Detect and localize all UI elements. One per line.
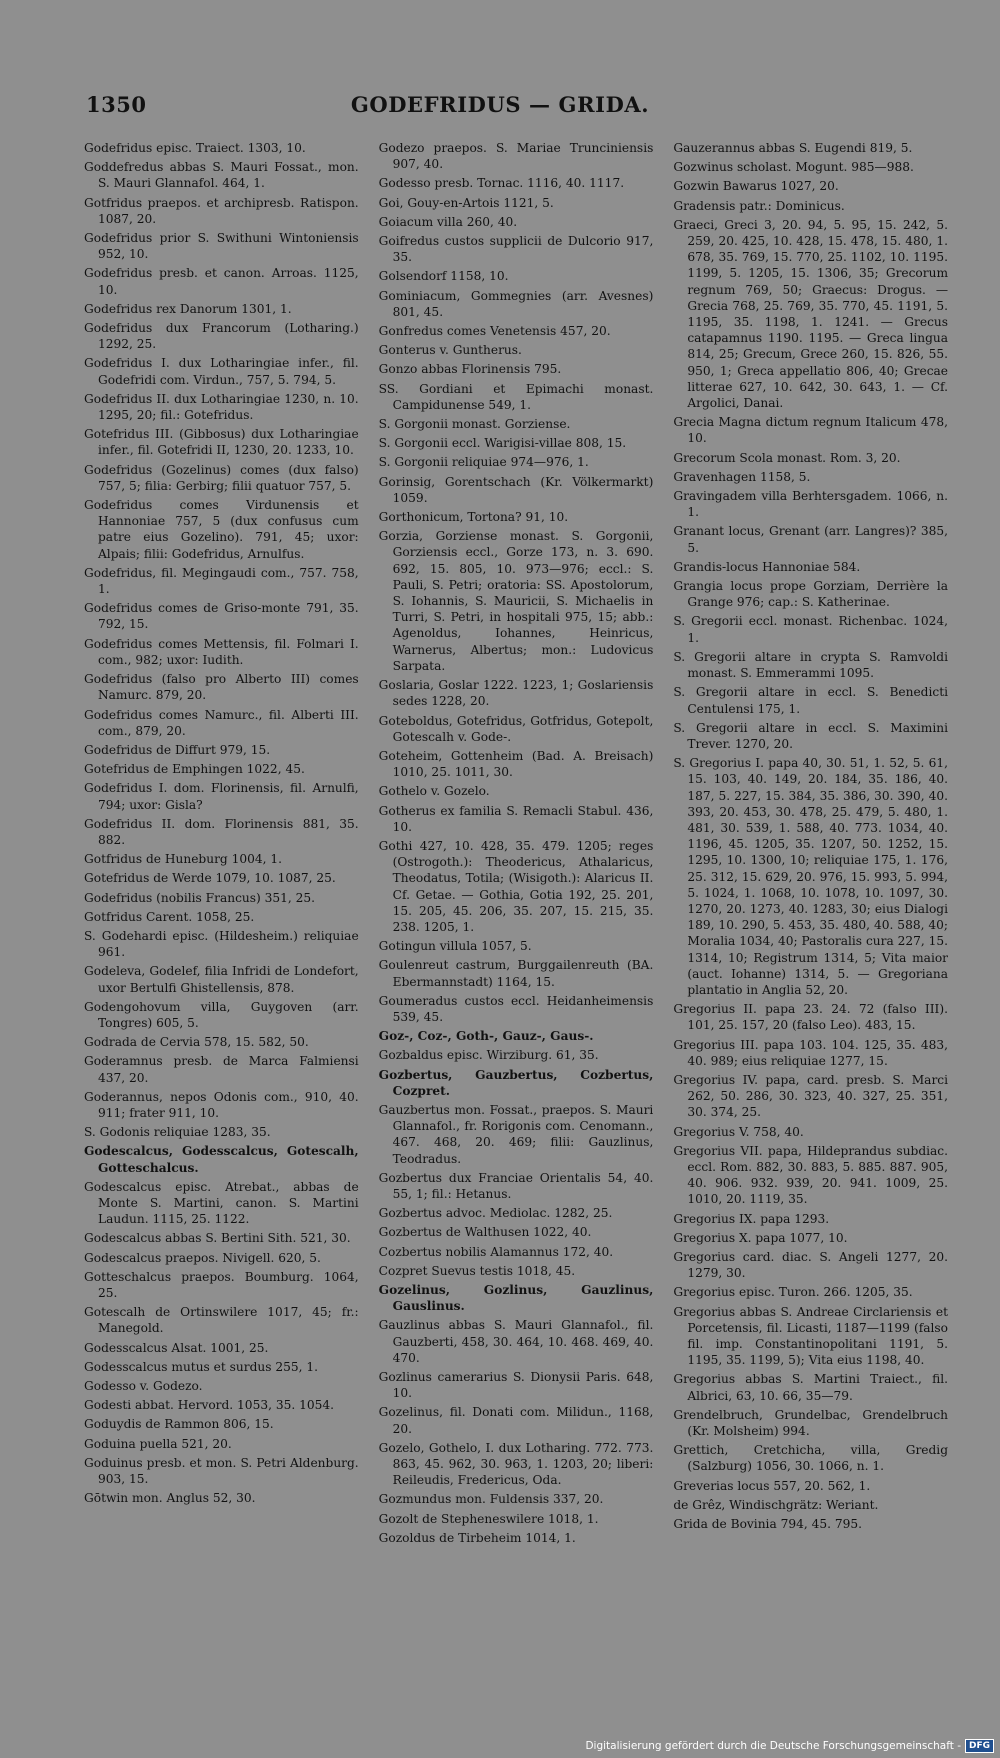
- index-entry: Godefridus (falso pro Alberto III) comes Namurc. 879, 20.: [84, 672, 359, 703]
- index-entry: Gozwin Bawarus 1027, 20.: [673, 179, 839, 194]
- index-entry: Gotherus ex familia S. Remacli Stabul. 436, 10.: [378, 803, 654, 834]
- index-entry: Goddefredus abbas S. Mauri Fossat., mon. S. Mauri Glannafol. 464, 1.: [84, 160, 359, 191]
- index-entry: Goslaria, Goslar 1222. 1223, 1; Goslariensis sedes 1228, 20.: [378, 678, 654, 709]
- index-entry: Gōtwin mon. Anglus 52, 30.: [84, 1491, 256, 1506]
- index-entry: Gozelinus, fil. Donati com. Milidun., 1168, 20.: [378, 1405, 654, 1436]
- index-entry: Gothelo v. Gozelo.: [378, 784, 490, 799]
- index-entry: Grecia Magna dictum regnum Italicum 478, 10.: [673, 415, 949, 446]
- index-entry: Gauzbertus mon. Fossat., praepos. S. Mauri Glannafol., fr. Rorigonis com. Cenomann., 467. 468, 20. 469; filii: Gauzlinus, Teodradus.: [378, 1102, 654, 1166]
- index-entry: Godefridus II. dux Lotharingiae 1230, n. 10. 1295, 20; fil.: Gotefridus.: [84, 391, 359, 423]
- index-entry: Gozolt de Stepheneswilere 1018, 1.: [378, 1511, 599, 1526]
- index-entry: Goduina puella 521, 20.: [84, 1436, 232, 1451]
- index-entry: Goulenreut castrum, Burggailenreuth (BA. Ebermannstadt) 1164, 15.: [378, 958, 654, 989]
- page-number: 1350: [86, 92, 147, 117]
- index-entry: Godefridus comes Namurc., fil. Alberti III. com., 879, 20.: [84, 707, 359, 738]
- index-entry: Gotfridus Carent. 1058, 25.: [84, 909, 255, 924]
- index-entry: Gotfridus praepos. et archipresb. Ratispon. 1087, 20.: [84, 195, 359, 226]
- index-entry: Gauzerannus abbas S. Eugendi 819, 5.: [673, 141, 913, 155]
- index-entry: S. Gregorii altare in eccl. S. Maximini Trever. 1270, 20.: [673, 720, 949, 751]
- index-entry: Gregorius X. papa 1077, 10.: [673, 1230, 848, 1245]
- index-entry: Grettich, Cretchicha, villa, Gredig (Salzburg) 1056, 30. 1066, n. 1.: [673, 1443, 949, 1474]
- index-column-1: [84, 140, 359, 1720]
- index-entry: Gonzo abbas Florinensis 795.: [378, 362, 562, 377]
- index-entry: Gregorius IX. papa 1293.: [673, 1211, 830, 1226]
- index-entry: Gregorius III. papa 103. 104. 125, 35. 483, 40. 989; eius reliquiae 1277, 15.: [673, 1037, 949, 1068]
- index-entry: Godesso v. Godezo.: [84, 1379, 203, 1394]
- index-entry: Goumeradus custos eccl. Heidanheimensis 539, 45.: [378, 993, 654, 1024]
- index-entry: Godesscalcus Alsat. 1001, 25.: [84, 1340, 269, 1355]
- index-entry: Goderannus, nepos Odonis com., 910, 40. 911; frater 911, 10.: [84, 1089, 359, 1120]
- index-entry: Gonterus v. Guntherus.: [378, 343, 522, 358]
- index-entry: Godescalcus praepos. Nivigell. 620, 5.: [84, 1250, 321, 1265]
- index-entry: Gregorius abbas S. Martini Traiect., fil. Albrici, 63, 10. 66, 35—79.: [673, 1372, 949, 1403]
- digitization-footer: [585, 1738, 994, 1754]
- index-entry: Goduinus presb. et mon. S. Petri Aldenburg. 903, 15.: [84, 1455, 359, 1487]
- index-entry: Grandis-locus Hannoniae 584.: [673, 559, 861, 574]
- index-entry: Gozbertus advoc. Mediolac. 1282, 25.: [378, 1206, 613, 1221]
- index-entry: Godesso presb. Tornac. 1116, 40. 1117.: [378, 176, 625, 191]
- index-entry: Grendelbruch, Grundelbac, Grendelbruch (Kr. Molsheim) 994.: [673, 1407, 949, 1439]
- index-entry: Gregorius episc. Turon. 266. 1205, 35.: [673, 1285, 913, 1300]
- index-entry: Gozmundus mon. Fuldensis 337, 20.: [378, 1492, 604, 1507]
- index-entry: Godescalcus abbas S. Bertini Sith. 521, 30.: [84, 1231, 351, 1246]
- index-columns: [84, 140, 948, 1720]
- index-entry: Gominiacum, Gommegnies (arr. Avesnes) 801, 45.: [378, 288, 654, 319]
- index-entry: Godefridus comes Virdunensis et Hannoniae 757, 5 (dux confusus cum patre eius Gozelino). 791, 45; uxor: Alpais; filii: Godefridus, Arnulfus.: [84, 498, 359, 561]
- index-entry: Gravingadem villa Berhtersgadem. 1066, n. 1.: [673, 489, 949, 520]
- index-entry: S. Gregorii altare in crypta S. Ramvoldi monast. S. Emmerammi 1095.: [673, 649, 949, 681]
- index-entry: Godefridus I. dux Lotharingiae infer., fil. Godefridi com. Virdun., 757, 5. 794, 5.: [84, 356, 359, 387]
- index-entry: Gregorius II. papa 23. 24. 72 (falso III). 101, 25. 157, 20 (falso Leo). 483, 15.: [673, 1002, 949, 1033]
- index-entry: Goteheim, Gottenheim (Bad. A. Breisach) 1010, 25. 1011, 30.: [378, 748, 654, 780]
- index-entry: Gregorius abbas S. Andreae Circlariensis et Porcetensis, fil. Licasti, 1187—1199 (falso fil. imp. Constantinopolitani 1191, 5. 1195, 35. 1199, 5); Vita eius 1198, 40.: [673, 1304, 949, 1368]
- index-entry: Godefridus (nobilis Francus) 351, 25.: [84, 890, 316, 905]
- index-entry: S. Gorgonii monast. Gorziense.: [378, 417, 571, 432]
- index-entry: S. Gorgonii reliquiae 974—976, 1.: [378, 455, 589, 470]
- index-entry: Grangia locus prope Gorziam, Derrière la Grange 976; cap.: S. Katherinae.: [673, 579, 949, 610]
- index-column-3: [673, 140, 948, 1720]
- index-entry: Goi, Gouy-en-Artois 1121, 5.: [378, 195, 554, 210]
- index-entry: Godefridus de Diffurt 979, 15.: [84, 742, 271, 757]
- index-entry: Gregorius IV. papa, card. presb. S. Marci 262, 50. 286, 30. 323, 40. 327, 25. 351, 30. 374, 25.: [673, 1072, 949, 1120]
- index-entry: Gozoldus de Tirbeheim 1014, 1.: [378, 1530, 576, 1545]
- index-entry: Gregorius V. 758, 40.: [673, 1124, 804, 1139]
- index-entry: Gozlinus camerarius S. Dionysii Paris. 648, 10.: [378, 1370, 654, 1401]
- index-entry: Goiacum villa 260, 40.: [378, 214, 518, 229]
- index-entry: Godrada de Cervia 578, 15. 582, 50.: [84, 1035, 309, 1050]
- index-entry: Goteboldus, Gotefridus, Gotfridus, Gotepolt, Gotescalh v. Gode-.: [378, 713, 654, 744]
- index-entry: Godefridus presb. et canon. Arroas. 1125, 10.: [84, 266, 359, 297]
- index-entry: Godefridus episc. Traiect. 1303, 10.: [84, 141, 306, 155]
- index-entry: Goduydis de Rammon 806, 15.: [84, 1417, 274, 1432]
- index-column-2: [379, 140, 654, 1720]
- index-entry: Gotteschalcus praepos. Boumburg. 1064, 25.: [84, 1269, 359, 1300]
- index-entry: Godeleva, Godelef, filia Infridi de Londefort, uxor Bertulfi Ghistellensis, 878.: [84, 964, 359, 995]
- index-entry: Godefridus, fil. Megingaudi com., 757. 758, 1.: [84, 565, 359, 597]
- index-entry: Godefridus (Gozelinus) comes (dux falso) 757, 5; filia: Gerbirg; filii quatuor 757, 5.: [84, 462, 359, 493]
- index-entry: Godefridus rex Danorum 1301, 1.: [84, 301, 292, 316]
- index-entry: de Grêz, Windischgrätz: Weriant.: [673, 1497, 879, 1512]
- index-entry: S. Gregorii eccl. monast. Richenbac. 1024, 1.: [673, 614, 949, 645]
- index-entry: Godescalcus episc. Atrebat., abbas de Monte S. Martini, canon. S. Martini Laudun. 1115, 25. 1122.: [84, 1179, 359, 1227]
- index-entry: Godezo praepos. S. Mariae Trunciniensis 907, 40.: [378, 141, 654, 172]
- index-entry: Godefridus dux Francorum (Lotharing.) 1292, 25.: [84, 321, 359, 352]
- index-group-heading: Gozbertus, Gauzbertus, Cozbertus, Cozpret.: [378, 1067, 654, 1098]
- index-entry: Gotescalh de Ortinswilere 1017, 45; fr.: Manegold.: [84, 1305, 359, 1336]
- page-header: [86, 92, 914, 126]
- index-entry: Godefridus comes Mettensis, fil. Folmari I. com., 982; uxor: Iudith.: [84, 636, 359, 667]
- index-entry: Gotefridus III. (Gibbosus) dux Lotharingiae infer., fil. Gotefridi II, 1230, 20. 1233, 10.: [84, 427, 359, 458]
- index-entry: SS. Gordiani et Epimachi monast. Campidunense 549, 1.: [378, 381, 654, 412]
- dfg-logo: DFG: [965, 1739, 994, 1753]
- index-entry: S. Gregorius I. papa 40, 30. 51, 1. 52, 5. 61, 15. 103, 40. 149, 20. 184, 35. 186, 40. 187, 5. 227, 15. 384, 35. 386, 30. 390, 40. 393, 20. 453, 30. 478, 25. 479, 5. 480, 1. 481, 30. 539, 1. 588, 40. 773. 1034, 40. 1196, 45. 1205, 35. 1207, 50. 1252, 15. 1295, 10. 1300, 10; reliquiae 175, 1. 176, 25. 312, 15. 629, 20. 976, 15. 993, 5. 994, 5. 1024, 1. 1068, 10. 1078, 10. 1097, 30. 1270, 20. 1273, 40. 1283, 30; eius Dialogi 189, 10. 290, 5. 453, 35. 480, 40. 588, 40; Moralia 1034, 40; Pastoralis cura 227, 15. 1314, 10; Registrum 1314, 5; Vita maior (auct. Iohanne) 1314, 5. — Gregoriana plantatio in Anglia 52, 20.: [673, 756, 949, 997]
- index-entry: Gonfredus comes Venetensis 457, 20.: [378, 324, 611, 339]
- index-entry: Godefridus II. dom. Florinensis 881, 35. 882.: [84, 816, 359, 847]
- index-entry: Gozwinus scholast. Mogunt. 985—988.: [673, 160, 914, 175]
- index-entry: Gozbaldus episc. Wirziburg. 61, 35.: [378, 1048, 599, 1063]
- index-entry: Gotfridus de Huneburg 1004, 1.: [84, 852, 282, 867]
- index-entry: Greverias locus 557, 20. 562, 1.: [673, 1478, 871, 1493]
- index-entry: Gregorius VII. papa, Hildeprandus subdiac. eccl. Rom. 882, 30. 883, 5. 885. 887. 905, 40. 906. 932. 939, 20. 941. 1009, 25. 1010, 20. 1119, 35.: [673, 1143, 949, 1207]
- index-entry: Gotefridus de Emphingen 1022, 45.: [84, 762, 305, 777]
- index-entry: Cozpret Suevus testis 1018, 45.: [378, 1263, 576, 1278]
- index-entry: Gotingun villula 1057, 5.: [378, 939, 532, 954]
- index-entry: Gauzlinus abbas S. Mauri Glannafol., fil. Gauzberti, 458, 30. 464, 10. 468. 469, 40. 470.: [378, 1318, 654, 1365]
- index-entry: Gozbertus dux Franciae Orientalis 54, 40. 55, 1; fil.: Hetanus.: [378, 1170, 654, 1201]
- index-entry: Goifredus custos supplicii de Dulcorio 917, 35.: [378, 234, 654, 265]
- index-entry: Grecorum Scola monast. Rom. 3, 20.: [673, 450, 901, 465]
- index-entry: Gravenhagen 1158, 5.: [673, 469, 811, 484]
- index-entry: Gozelo, Gothelo, I. dux Lotharing. 772. 773. 863, 45. 962, 30. 963, 1. 1203, 20; liberi: Reileudis, Fredericus, Oda.: [378, 1440, 654, 1488]
- index-entry: S. Gorgonii eccl. Warigisi-villae 808, 15.: [378, 436, 627, 451]
- footer-credit: Digitalisierung gefördert durch die Deutsche Forschungsgemeinschaft -: [585, 1740, 961, 1752]
- running-head: GODEFRIDUS — GRIDA.: [350, 92, 650, 117]
- index-entry: Granant locus, Grenant (arr. Langres)? 385, 5.: [673, 524, 949, 555]
- index-group-heading: Godescalcus, Godesscalcus, Gotescalh, Gotteschalcus.: [84, 1144, 359, 1175]
- index-group-heading: Goz-, Coz-, Goth-, Gauz-, Gaus-.: [378, 1029, 594, 1044]
- index-entry: Graeci, Greci 3, 20. 94, 5. 95, 15. 242, 5. 259, 20. 425, 10. 428, 15. 478, 15. 480, 1. 678, 35. 769, 15. 770, 25. 1102, 10. 1195. 1199, 5. 1205, 15. 1306, 35; Grecorum regnum 769, 50; Graecus: Drogus. — Grecia 768, 25. 769, 35. 770, 45. 1191, 5. 1195, 35. 1198, 1. 1241. — Grecus catapamnus 1190. 1195. — Greca lingua 814, 25; Grecum, Grece 260, 15. 826, 55. 950, 1; Greca appellatio 806, 40; Grecae litterae 627, 10. 642, 30. 643, 1. — Cf. Argolici, Danai.: [673, 217, 949, 411]
- index-entry: Gozbertus de Walthusen 1022, 40.: [378, 1225, 592, 1240]
- index-entry: Gradensis patr.: Dominicus.: [673, 198, 845, 213]
- index-entry: Gorthonicum, Tortona? 91, 10.: [378, 510, 569, 525]
- index-entry: Golsendorf 1158, 10.: [378, 269, 509, 284]
- index-entry: S. Godehardi episc. (Hildesheim.) reliquiae 961.: [84, 928, 359, 960]
- index-entry: Godesscalcus mutus et surdus 255, 1.: [84, 1359, 319, 1374]
- index-entry: S. Gregorii altare in eccl. S. Benedicti Centulensi 175, 1.: [673, 685, 949, 716]
- index-entry: Godefridus prior S. Swithuni Wintoniensis 952, 10.: [84, 231, 359, 262]
- index-entry: Gregorius card. diac. S. Angeli 1277, 20. 1279, 30.: [673, 1250, 949, 1281]
- index-entry: Godesti abbat. Hervord. 1053, 35. 1054.: [84, 1398, 334, 1413]
- index-entry: Godefridus I. dom. Florinensis, fil. Arnulfi, 794; uxor: Gisla?: [84, 781, 359, 812]
- index-entry: Gorzia, Gorziense monast. S. Gorgonii, Gorziensis eccl., Gorze 173, n. 3. 690. 692, 15. 805, 10. 973—976; eccl.: S. Pauli, S. Petri; oratoria: SS. Apostolorum, S. Iohannis, S. Mauricii, S. Michaelis in Turri, S. Petri, in hospitali 975, 15; abb.: Agenoldus, Iohannes, Heinricus, Warnerus, Albertus; mon.: Ludovicus Sarpata.: [378, 529, 654, 673]
- index-entry: Godengohovum villa, Guygoven (arr. Tongres) 605, 5.: [84, 999, 359, 1030]
- index-entry: Gothi 427, 10. 428, 35. 479. 1205; reges (Ostrogoth.): Theodericus, Athalaricus, Theodatus, Totila; (Wisigoth.): Alaricus II. Cf. Getae. — Gothia, Gotia 192, 25. 201, 15. 205, 45. 206, 35. 207, 15. 215, 35. 238. 1205, 1.: [378, 838, 654, 934]
- index-entry: Gotefridus de Werde 1079, 10. 1087, 25.: [84, 871, 336, 886]
- index-entry: Goderamnus presb. de Marca Falmiensi 437, 20.: [84, 1054, 359, 1085]
- index-entry: Godefridus comes de Griso-monte 791, 35. 792, 15.: [84, 601, 359, 632]
- index-entry: S. Godonis reliquiae 1283, 35.: [84, 1125, 271, 1140]
- index-group-heading: Gozelinus, Gozlinus, Gauzlinus, Gauslinus.: [378, 1283, 654, 1314]
- index-entry: Cozbertus nobilis Alamannus 172, 40.: [378, 1244, 614, 1259]
- index-entry: Grida de Bovinia 794, 45. 795.: [673, 1517, 863, 1532]
- index-entry: Gorinsig, Gorentschach (Kr. Völkermarkt) 1059.: [378, 474, 654, 505]
